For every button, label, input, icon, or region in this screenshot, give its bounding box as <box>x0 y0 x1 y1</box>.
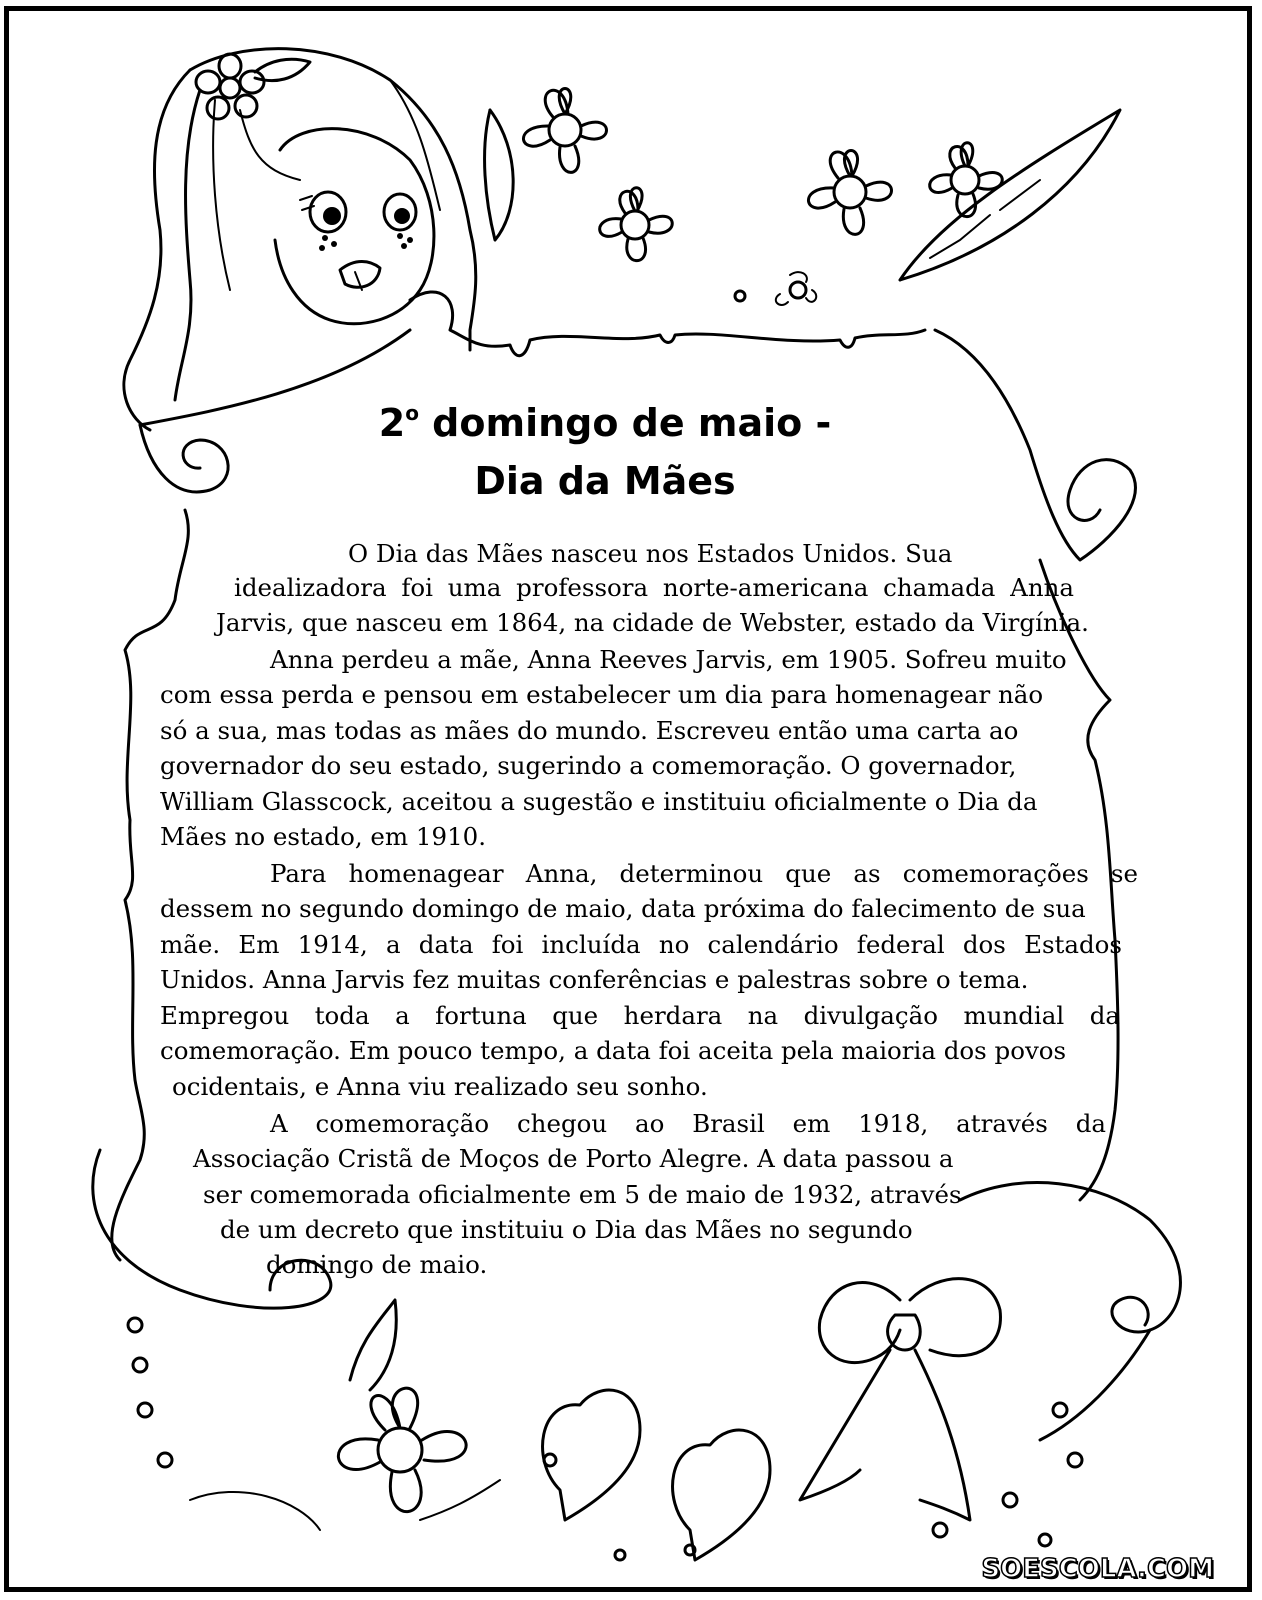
text-line: governador do seu estado, sugerindo a comemoração. O governador, <box>160 751 1017 780</box>
text-line: ser comemorada oficialmente em 5 de maio de 1932, através <box>203 1180 962 1209</box>
text-line: Anna perdeu a mãe, Anna Reeves Jarvis, em 1905. Sofreu muito <box>270 645 1067 674</box>
text-line: comemoração. Em pouco tempo, a data foi aceita pela maioria dos povos <box>160 1036 1067 1065</box>
title-line-2: Dia da Mães <box>474 459 736 503</box>
bottom-decorations <box>128 1279 1082 1560</box>
text-line: de um decreto que instituiu o Dia das Mães no segundo <box>220 1215 913 1244</box>
text-line: O Dia das Mães nasceu nos Estados Unidos. Sua <box>348 539 953 568</box>
text-line: Mães no estado, em 1910. <box>160 822 487 851</box>
text-line: idealizadora foi uma professora norte-americana chamada Anna <box>234 573 1074 602</box>
text-line: Para homenagear Anna, determinou que as comemorações se <box>270 859 1138 888</box>
text-line: Jarvis, que nasceu em 1864, na cidade de Webster, estado da Virgínia. <box>216 608 1089 637</box>
text-line: ocidentais, e Anna viu realizado seu sonho. <box>172 1072 708 1101</box>
girl-illustration <box>124 49 476 430</box>
text-line: A comemoração chegou ao Brasil em 1918, através da <box>270 1109 1106 1138</box>
text-line: Empregou toda a fortuna que herdara na divulgação mundial da <box>160 1001 1120 1030</box>
text-line: Associação Cristã de Moços de Porto Alegre. A data passou a <box>193 1144 954 1173</box>
text-line: Unidos. Anna Jarvis fez muitas conferências e palestras sobre o tema. <box>160 965 1029 994</box>
top-flowers <box>485 89 1120 305</box>
text-line: mãe. Em 1914, a data foi incluída no calendário federal dos Estados <box>160 930 1122 959</box>
watermark-logo: SOESCOLA.COM <box>981 1554 1214 1584</box>
text-line: com essa perda e pensou em estabelecer um dia para homenagear não <box>160 680 1044 709</box>
text-line: William Glasscock, aceitou a sugestão e instituiu oficialmente o Dia da <box>160 787 1038 816</box>
text-line: só a sua, mas todas as mães do mundo. Escreveu então uma carta ao <box>160 716 1019 745</box>
page-title <box>330 384 880 510</box>
title-line-1: 2$^o$ domingo de maio - <box>378 401 832 445</box>
text-line: dessem no segundo domingo de maio, data próxima do falecimento de sua <box>160 894 1086 923</box>
text-line: domingo de maio. <box>266 1250 488 1279</box>
